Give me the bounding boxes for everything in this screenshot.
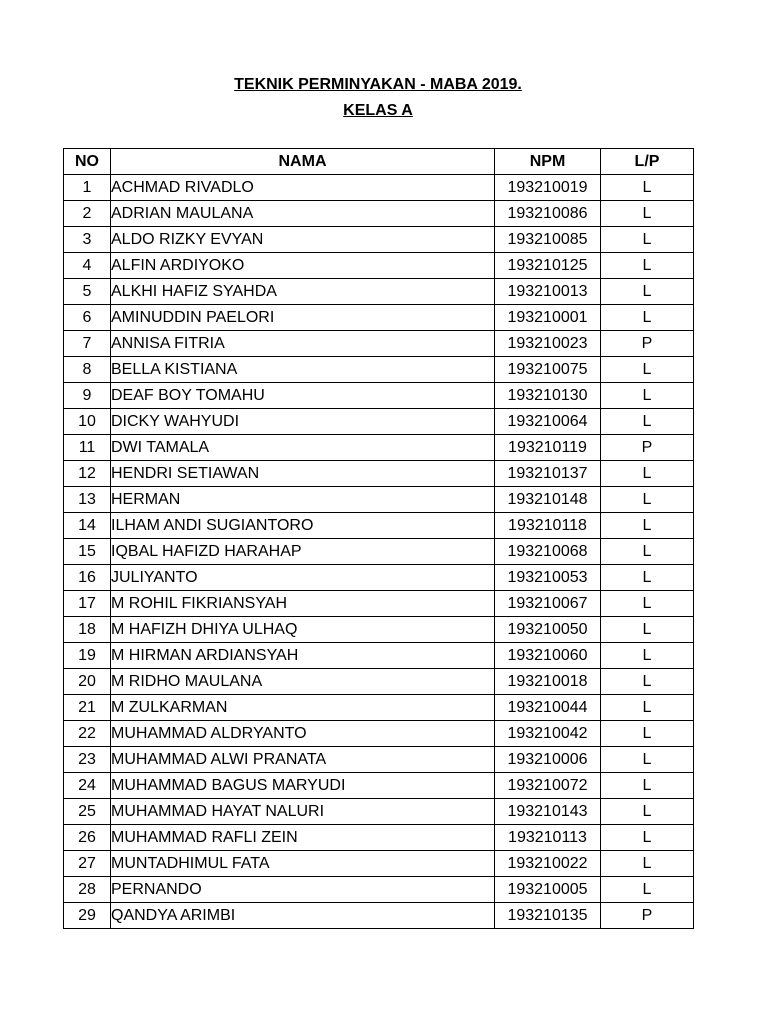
table-row [64,799,694,825]
cell-lp: L [601,253,694,279]
cell-npm: 193210130 [495,383,601,409]
cell-no: 29 [64,903,111,929]
cell-npm: 193210068 [495,539,601,565]
cell-nama: ALKHI HAFIZ SYAHDA [111,279,495,305]
cell-lp: L [601,669,694,695]
table-row [64,565,694,591]
table-row [64,331,694,357]
cell-no: 26 [64,825,111,851]
cell-no: 21 [64,695,111,721]
cell-nama: M RIDHO MAULANA [111,669,495,695]
cell-nama: MUHAMMAD ALDRYANTO [111,721,495,747]
cell-nama: ANNISA FITRIA [111,331,495,357]
document-title: TEKNIK PERMINYAKAN - MABA 2019. [234,76,522,93]
cell-no: 3 [64,227,111,253]
cell-no: 14 [64,513,111,539]
cell-no: 2 [64,201,111,227]
cell-nama: MUHAMMAD RAFLI ZEIN [111,825,495,851]
cell-npm: 193210044 [495,695,601,721]
table-row [64,669,694,695]
header-nama: NAMA [111,149,495,175]
table-row [64,175,694,201]
cell-npm: 193210118 [495,513,601,539]
cell-nama: IQBAL HAFIZD HARAHAP [111,539,495,565]
table-row [64,513,694,539]
cell-npm: 193210143 [495,799,601,825]
table-row [64,721,694,747]
cell-no: 16 [64,565,111,591]
cell-npm: 193210064 [495,409,601,435]
cell-no: 8 [64,357,111,383]
header-lp: L/P [601,149,694,175]
cell-lp: L [601,201,694,227]
cell-nama: ALDO RIZKY EVYAN [111,227,495,253]
cell-no: 17 [64,591,111,617]
table-row [64,253,694,279]
cell-npm: 193210085 [495,227,601,253]
cell-nama: M ZULKARMAN [111,695,495,721]
cell-no: 6 [64,305,111,331]
cell-nama: MUHAMMAD ALWI PRANATA [111,747,495,773]
cell-npm: 193210005 [495,877,601,903]
cell-lp: L [601,799,694,825]
cell-npm: 193210018 [495,669,601,695]
cell-lp: L [601,565,694,591]
header-npm: NPM [495,149,601,175]
cell-no: 12 [64,461,111,487]
table-row [64,461,694,487]
cell-lp: L [601,513,694,539]
table-row [64,825,694,851]
cell-npm: 193210137 [495,461,601,487]
cell-npm: 193210135 [495,903,601,929]
cell-nama: JULIYANTO [111,565,495,591]
table-row [64,591,694,617]
table-row [64,539,694,565]
cell-no: 20 [64,669,111,695]
cell-lp: L [601,539,694,565]
cell-nama: ALFIN ARDIYOKO [111,253,495,279]
table-row [64,695,694,721]
cell-lp: L [601,825,694,851]
cell-lp: L [601,773,694,799]
table-row [64,383,694,409]
cell-npm: 193210042 [495,721,601,747]
cell-npm: 193210125 [495,253,601,279]
table-row [64,279,694,305]
cell-nama: ACHMAD RIVADLO [111,175,495,201]
cell-npm: 193210001 [495,305,601,331]
cell-no: 13 [64,487,111,513]
table-row [64,903,694,929]
cell-lp: L [601,851,694,877]
cell-no: 23 [64,747,111,773]
table-row [64,747,694,773]
cell-nama: MUHAMMAD BAGUS MARYUDI [111,773,495,799]
cell-lp: P [601,331,694,357]
cell-nama: DWI TAMALA [111,435,495,461]
cell-no: 1 [64,175,111,201]
cell-lp: P [601,435,694,461]
cell-no: 22 [64,721,111,747]
cell-nama: M ROHIL FIKRIANSYAH [111,591,495,617]
cell-lp: L [601,175,694,201]
table-row [64,435,694,461]
cell-lp: L [601,721,694,747]
cell-lp: L [601,487,694,513]
cell-npm: 193210067 [495,591,601,617]
cell-nama: ADRIAN MAULANA [111,201,495,227]
cell-npm: 193210023 [495,331,601,357]
cell-no: 7 [64,331,111,357]
cell-lp: L [601,461,694,487]
cell-lp: L [601,877,694,903]
cell-npm: 193210119 [495,435,601,461]
cell-npm: 193210060 [495,643,601,669]
cell-npm: 193210072 [495,773,601,799]
cell-no: 4 [64,253,111,279]
cell-no: 10 [64,409,111,435]
cell-npm: 193210019 [495,175,601,201]
cell-lp: L [601,409,694,435]
table-row [64,227,694,253]
cell-nama: M HIRMAN ARDIANSYAH [111,643,495,669]
table-row [64,201,694,227]
cell-npm: 193210022 [495,851,601,877]
cell-nama: MUHAMMAD HAYAT NALURI [111,799,495,825]
cell-nama: BELLA KISTIANA [111,357,495,383]
cell-no: 27 [64,851,111,877]
cell-lp: L [601,695,694,721]
cell-nama: ILHAM ANDI SUGIANTORO [111,513,495,539]
cell-no: 15 [64,539,111,565]
cell-npm: 193210053 [495,565,601,591]
table-header-row [64,149,694,175]
table-row [64,409,694,435]
cell-nama: QANDYA ARIMBI [111,903,495,929]
table-row [64,877,694,903]
cell-no: 24 [64,773,111,799]
cell-no: 25 [64,799,111,825]
cell-nama: HERMAN [111,487,495,513]
cell-no: 9 [64,383,111,409]
cell-npm: 193210113 [495,825,601,851]
table-body [64,175,694,929]
table-row [64,851,694,877]
cell-lp: L [601,383,694,409]
cell-lp: L [601,643,694,669]
cell-lp: L [601,279,694,305]
cell-nama: DEAF BOY TOMAHU [111,383,495,409]
cell-lp: L [601,227,694,253]
cell-lp: L [601,747,694,773]
table-row [64,487,694,513]
cell-nama: HENDRI SETIAWAN [111,461,495,487]
document-subtitle: KELAS A [343,102,413,119]
cell-no: 5 [64,279,111,305]
cell-npm: 193210050 [495,617,601,643]
cell-npm: 193210086 [495,201,601,227]
cell-nama: M HAFIZH DHIYA ULHAQ [111,617,495,643]
table-row [64,305,694,331]
cell-npm: 193210013 [495,279,601,305]
cell-npm: 193210148 [495,487,601,513]
cell-no: 19 [64,643,111,669]
cell-no: 28 [64,877,111,903]
cell-nama: DICKY WAHYUDI [111,409,495,435]
cell-npm: 193210006 [495,747,601,773]
student-roster-table [63,148,694,929]
cell-lp: L [601,617,694,643]
table-row [64,617,694,643]
cell-lp: L [601,591,694,617]
header-no: NO [64,149,111,175]
cell-lp: L [601,305,694,331]
cell-no: 11 [64,435,111,461]
cell-nama: AMINUDDIN PAELORI [111,305,495,331]
cell-lp: L [601,357,694,383]
cell-lp: P [601,903,694,929]
cell-no: 18 [64,617,111,643]
table-row [64,773,694,799]
table-row [64,643,694,669]
cell-nama: MUNTADHIMUL FATA [111,851,495,877]
cell-npm: 193210075 [495,357,601,383]
table-row [64,357,694,383]
cell-nama: PERNANDO [111,877,495,903]
